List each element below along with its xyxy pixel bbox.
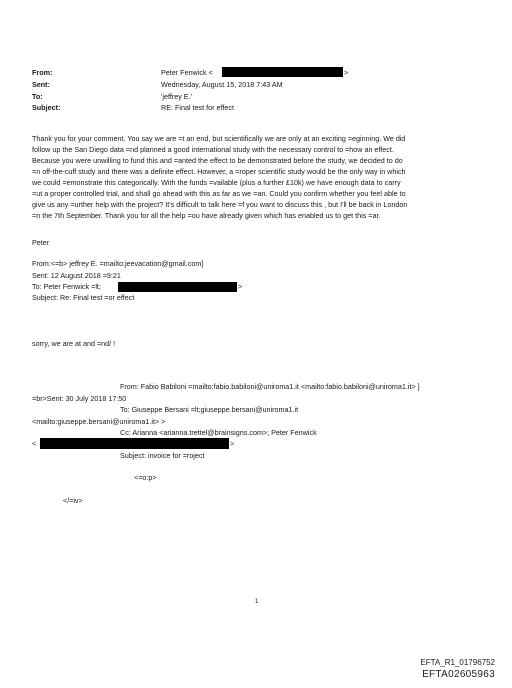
signature: Peter: [32, 238, 50, 247]
quoted2-cc-open: <: [32, 439, 37, 448]
quoted2-cc-close: >: [230, 439, 235, 448]
redaction-bar: [118, 282, 237, 292]
reference-stamp: EFTA02605963: [422, 669, 495, 680]
from-name: Peter Fenwick <: [161, 68, 213, 77]
body-line: Because you were unwilling to fund this and =anted the effect to be demonstrated before the study, we decided to do: [32, 156, 403, 165]
page-number: 1: [255, 599, 259, 605]
quoted-from: From:<=b> jeffrey E. =mailto:jeevacation@gmail.com]: [32, 259, 204, 268]
quoted2-cc: Cc: Arianna <arianna.trettel@brainsigns.com>; Peter Fenwick: [120, 428, 317, 437]
body-line: =n the 7th September. Thank you for all the help =ou have already given which has enabled us to get this =ar.: [32, 211, 381, 220]
subject-label: Subject:: [32, 103, 61, 112]
from-tail: >: [344, 68, 349, 77]
sent-value: Wednesday, August 15, 2018 7:43 AM: [161, 80, 283, 89]
quoted-to-tail: >: [238, 282, 243, 291]
to-label: To:: [32, 92, 43, 101]
redaction-bar: [222, 67, 343, 77]
op-tag: <=o:p>: [134, 473, 157, 482]
body-line: =ut a proper controlled trial, and shall go ahead with this as far as we =an. Could you confirm whether you feel able to: [32, 189, 406, 198]
quoted-subject: Subject: Re: Final test =or effect: [32, 293, 135, 302]
quoted-message: sorry, we are at and =nd/ !: [32, 339, 116, 348]
quoted2-subject: Subject: invoice for =roject: [120, 451, 205, 460]
from-label: From:: [32, 68, 53, 77]
div-tag: </=iv>: [63, 496, 83, 505]
subject-value: RE: Final test for effect: [161, 103, 234, 112]
quoted2-to: To: Giuseppe Bersani =lt;giuseppe.bersani@uniroma1.it: [120, 405, 299, 414]
body-line: Thank you for your comment. You say we are =t an end, but scientifically we are only at an exciting =eginning. We did: [32, 134, 406, 143]
quoted2-to-cont: <mailto:giuseppe.bersani@uniroma1.it> >: [32, 417, 166, 426]
redaction-bar: [40, 438, 229, 449]
quoted-to: To: Peter Fenwick =lt;: [32, 282, 101, 291]
quoted2-sent: =br>Sent: 30 July 2018 17:50: [32, 394, 127, 403]
to-value: 'jeffrey E.': [161, 92, 192, 101]
reference-stamp: EFTA_R1_01796752: [420, 658, 495, 667]
sent-label: Sent:: [32, 80, 50, 89]
body-line: follow up the San Diego data =nd planned a good international study with the necessary control to =how an effect.: [32, 145, 394, 154]
quoted2-from: From: Fabio Babiloni =mailto:fabio.babiloni@uniroma1.it <mailto:fabio.babiloni@uniroma1.it> ]: [120, 382, 420, 391]
quoted-sent: Sent: 12 August 2018 =9:21: [32, 271, 121, 280]
body-line: =n off-the-cuff study and there was a definite effect. However, a =roper scientific study would be the only way in which: [32, 167, 406, 176]
body-line: we could =emonstrate this categorically. With the funds =vailable (plus a further £10k) we have enough data to carry: [32, 178, 401, 187]
body-line: give us any =urther help with the project? It's difficult to talk here =f you want to discuss this , but I'll be back in London: [32, 200, 408, 209]
